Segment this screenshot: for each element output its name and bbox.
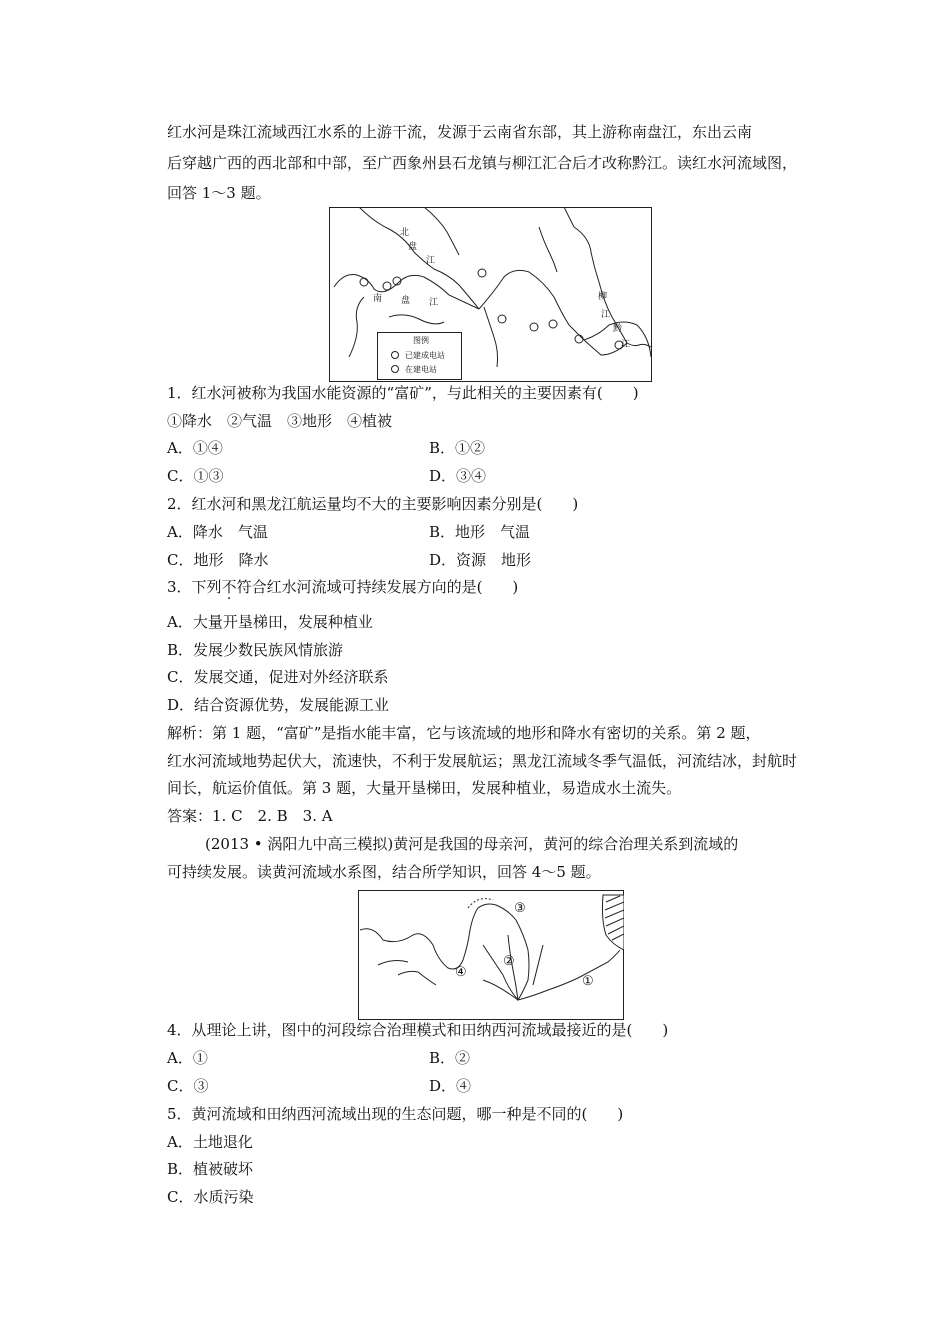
map1-label-jiang1: 江 (426, 256, 436, 266)
intro1-line3: 回答 1～3 题。 (167, 184, 271, 202)
q5-option-b[interactable]: B．植被破坏 (167, 1160, 254, 1178)
q3-stem-emphasis: 不 (221, 578, 237, 596)
intro2-line1: (2013 • 涡阳九中高三模拟)黄河是我国的母亲河，黄河的综合治理关系到流域的 (205, 835, 739, 853)
intro1-line2: 后穿越广西的西北部和中部，至广西象州县石龙镇与柳江汇合后才改称黔江。读红水河流域图， (167, 154, 798, 172)
map1-label-nan: 南 (373, 294, 383, 304)
intro1-line1: 红水河是珠江流域西江水系的上游干流，发源于云南省东部，其上游称南盘江，东出云南 (167, 123, 753, 141)
map2-label-4: ④ (455, 965, 467, 980)
q5-option-a[interactable]: A．土地退化 (167, 1133, 253, 1151)
map1-label-pan1: 盘 (408, 242, 418, 252)
map2-label-2: ② (503, 954, 515, 969)
hongshui-river-map (329, 207, 652, 382)
map2-label-3: ③ (514, 901, 526, 916)
q2-option-a[interactable]: A．降水 气温 (167, 523, 268, 541)
q1-option-b[interactable]: B．①② (429, 439, 486, 457)
map1-legend-built: 已建成电站 (405, 351, 445, 360)
q2-stem: 2．红水河和黑龙江航运量均不大的主要影响因素分别是( ) (167, 495, 579, 513)
map1-label-jiang3: 江 (601, 310, 611, 320)
q3-option-b[interactable]: B．发展少数民族风情旅游 (167, 641, 344, 659)
analysis-line2: 红水河流域地势起伏大，流速快，不利于发展航运；黑龙江流域冬季气温低，河流结冰，封航时 (167, 752, 798, 770)
q3-option-d[interactable]: D．结合资源优势，发展能源工业 (167, 696, 390, 714)
map1-label-qian: 黔 (613, 324, 623, 334)
q4-option-c[interactable]: C．③ (167, 1077, 209, 1095)
intro2-line2: 可持续发展。读黄河流域水系图，结合所学知识，回答 4～5 题。 (167, 863, 601, 881)
q3-option-a[interactable]: A．大量开垦梯田，发展种植业 (167, 613, 373, 631)
q3-stem-post: 符合红水河流域可持续发展方向的是( ) (236, 578, 519, 596)
map1-label-jiang2: 江 (429, 298, 439, 308)
q4-stem: 4．从理论上讲，图中的河段综合治理模式和田纳西河流域最接近的是( ) (167, 1021, 669, 1039)
q3-stem (167, 577, 518, 597)
q1-option-d[interactable]: D．③④ (429, 467, 487, 485)
q2-option-d[interactable]: D．资源 地形 (429, 551, 532, 569)
yellow-river-map (358, 890, 624, 1020)
q5-option-c[interactable]: C．水质污染 (167, 1188, 254, 1206)
answer-line: 答案：1. C 2. B 3. A (167, 807, 333, 825)
q4-option-a[interactable]: A．① (167, 1049, 208, 1067)
map1-label-jiang4: 江 (621, 340, 631, 350)
q5-stem: 5．黄河流域和田纳西河流域出现的生态问题，哪一种是不同的( ) (167, 1105, 624, 1123)
map1-legend-title: 图例 (413, 336, 429, 345)
map1-legend-building: 在建电站 (405, 365, 437, 374)
map2-label-1: ① (582, 974, 594, 989)
q2-option-b[interactable]: B．地形 气温 (429, 523, 531, 541)
analysis-line1: 解析：第 1 题，“富矿”是指水能丰富，它与该流域的地形和降水有密切的关系。第 2 题， (167, 724, 761, 742)
q2-option-c[interactable]: C．地形 降水 (167, 551, 269, 569)
map1-label-liu: 柳 (598, 292, 608, 302)
q3-option-c[interactable]: C．发展交通，促进对外经济联系 (167, 668, 389, 686)
q3-stem-pre: 3．下列 (167, 578, 222, 596)
q1-option-a[interactable]: A．①④ (167, 439, 223, 457)
q4-option-b[interactable]: B．② (429, 1049, 471, 1067)
q1-items: ①降水 ②气温 ③地形 ④植被 (167, 412, 393, 430)
q1-stem: 1．红水河被称为我国水能资源的“富矿”，与此相关的主要因素有( ) (167, 384, 639, 402)
map1-label-pan2: 盘 (401, 296, 411, 306)
map1-label-bei: 北 (400, 228, 410, 238)
q1-option-c[interactable]: C．①③ (167, 467, 224, 485)
analysis-line3: 间长，航运价值低。第 3 题，大量开垦梯田，发展种植业，易造成水土流失。 (167, 779, 682, 797)
q4-option-d[interactable]: D．④ (429, 1077, 472, 1095)
